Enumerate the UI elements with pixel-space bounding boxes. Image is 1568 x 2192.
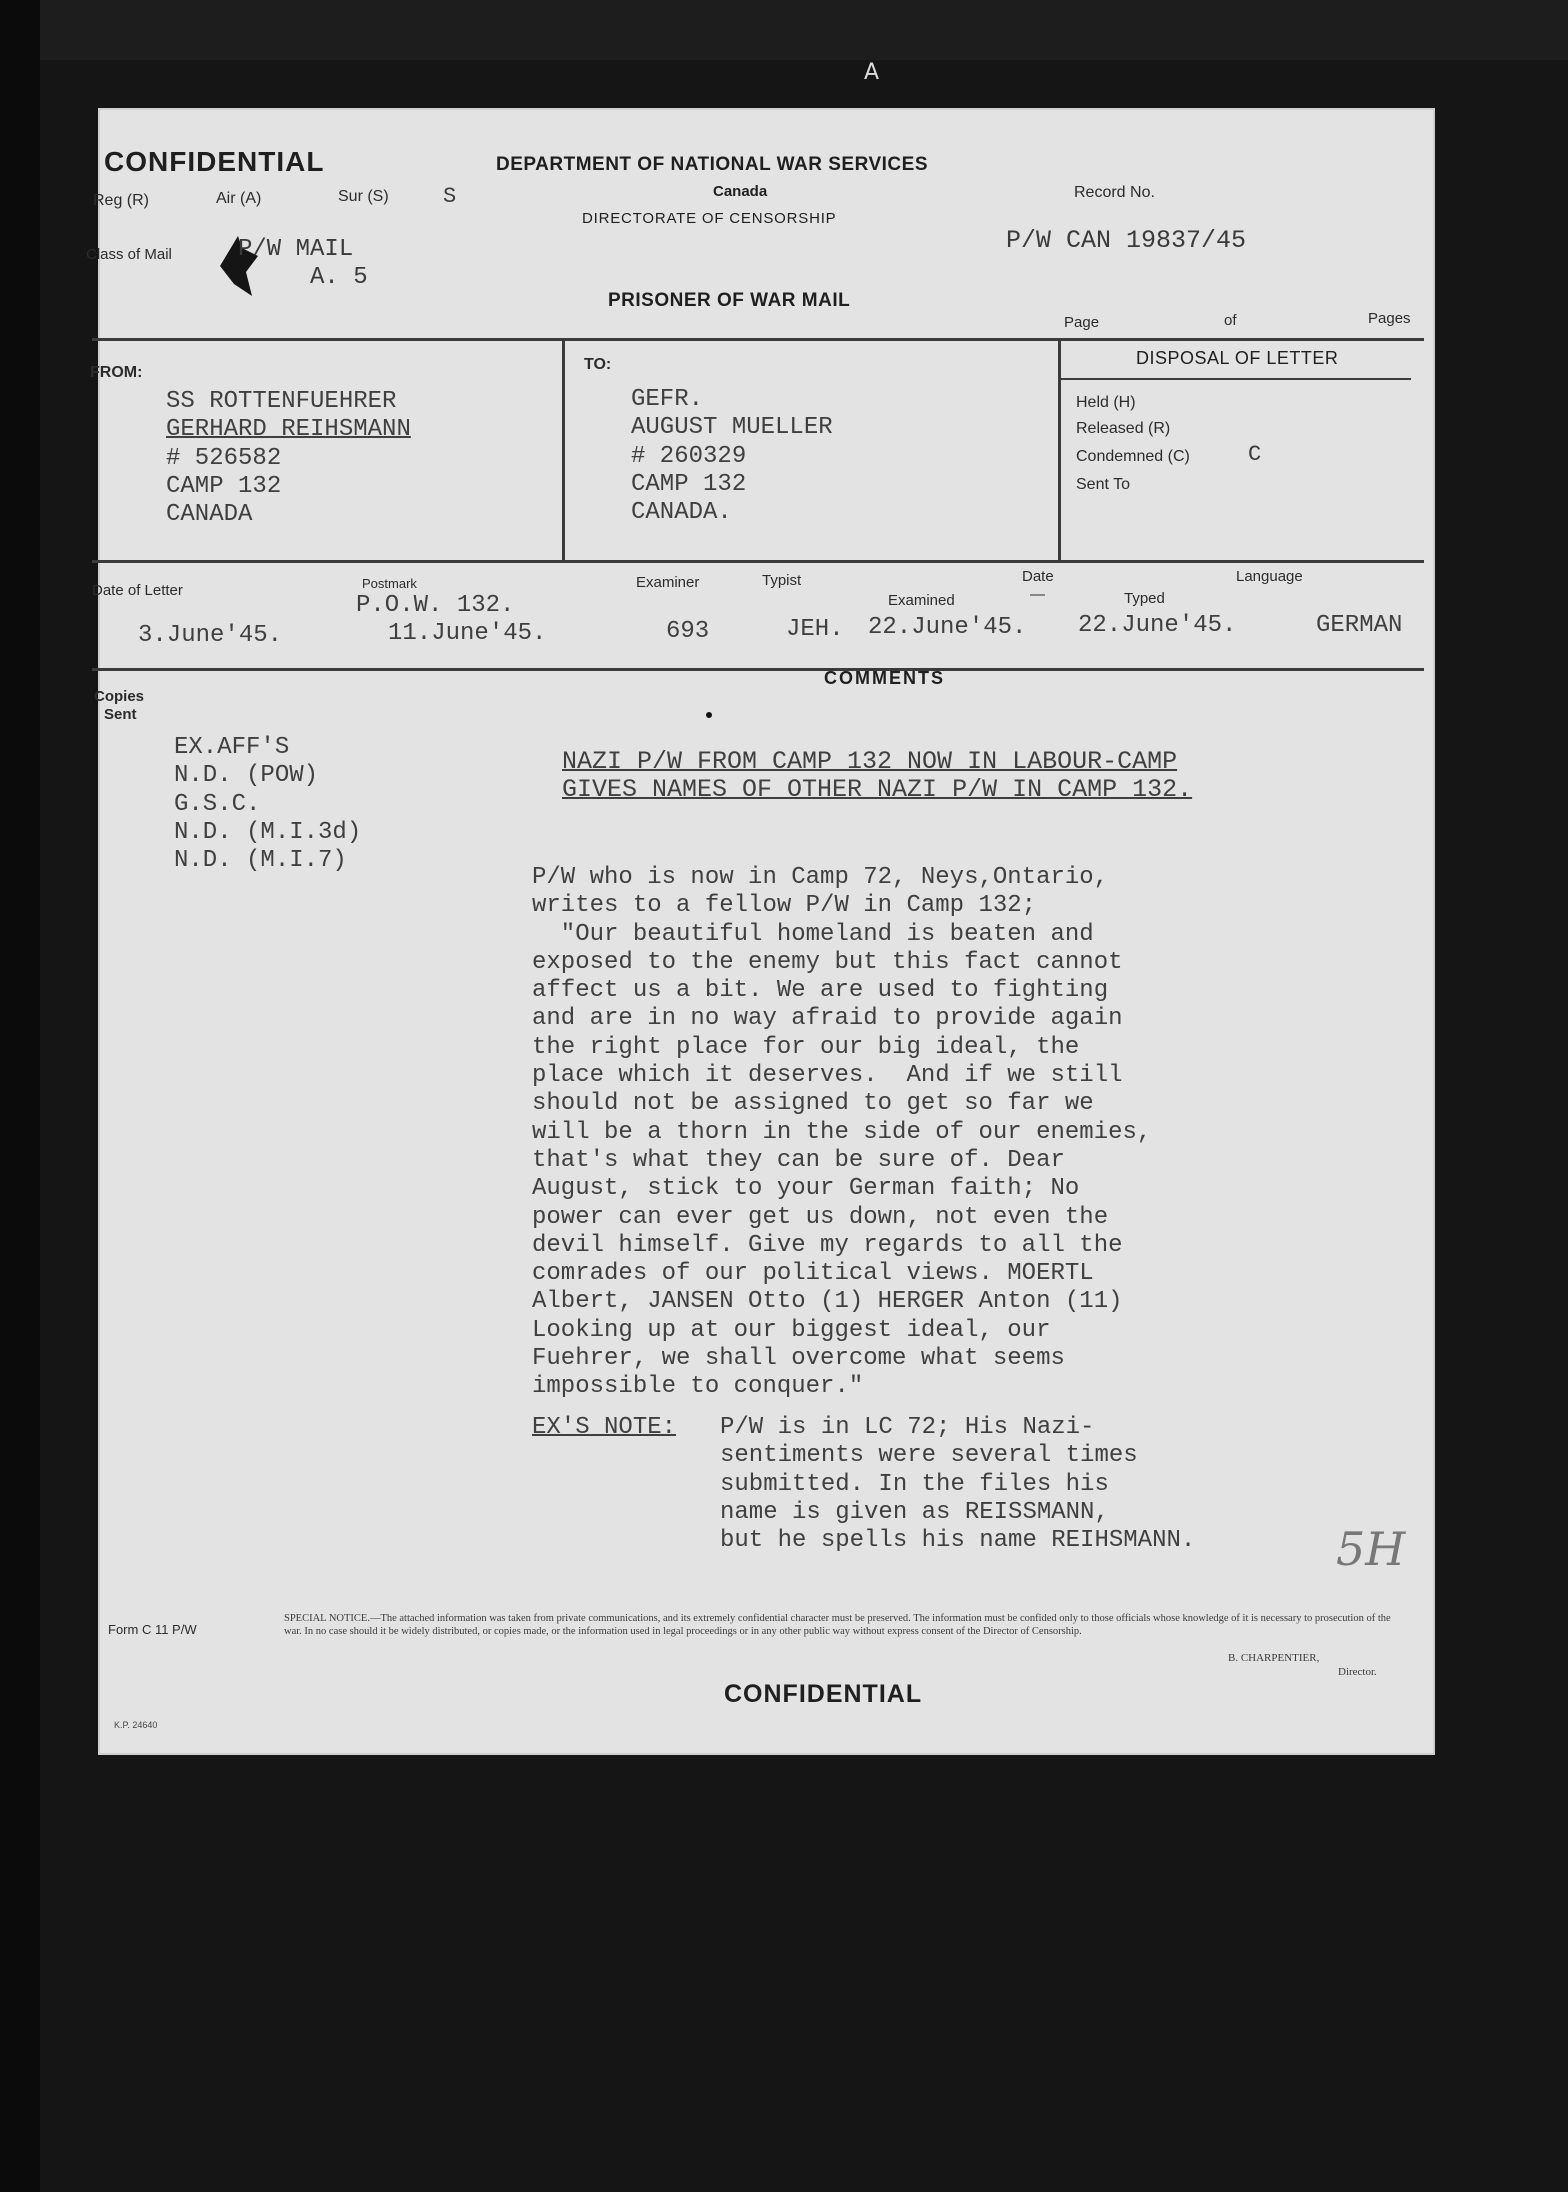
country-label: Canada xyxy=(713,183,768,200)
body-line: devil himself. Give my regards to all the xyxy=(532,1231,1123,1259)
rule-address-bottom xyxy=(92,560,1424,563)
class-of-mail-line1: P/W MAIL xyxy=(238,236,354,263)
comments-headline-line1: NAZI P/W FROM CAMP 132 NOW IN LABOUR-CAMP xyxy=(562,747,1178,776)
of-label: of xyxy=(1224,312,1237,329)
to-label: TO: xyxy=(584,356,612,373)
sent-to-label: Sent To xyxy=(1076,476,1130,493)
date-of-letter-value: 3.June'45. xyxy=(138,622,283,649)
record-no-value: P/W CAN 19837/45 xyxy=(1006,226,1247,255)
copy-item: G.S.C. xyxy=(174,790,261,818)
comments-headline-line2: GIVES NAMES OF OTHER NAZI P/W IN CAMP 132. xyxy=(562,775,1193,804)
copy-item: N.D. (M.I.3d) xyxy=(174,818,362,846)
from-line: CAMP 132 xyxy=(166,472,282,500)
postmark-label: Postmark xyxy=(362,576,417,591)
from-line: # 526582 xyxy=(166,444,282,472)
note-line: submitted. In the files his xyxy=(720,1470,1109,1498)
sent-label: Sent xyxy=(104,706,137,723)
copy-item: EX.AFF'S xyxy=(174,734,290,761)
to-line: AUGUST MUELLER xyxy=(631,414,833,442)
condemned-label: Condemned (C) xyxy=(1076,448,1190,465)
special-notice: SPECIAL NOTICE.—The attached information was taken from private communications, and its extremely confidential character must be preserved. The information must be confided only to those officials whose knowledge of it is necessary to prosecution of the war. In no case should it be widely distributed, or copies made, or the information used in legal proceedings or in any other public way without express consent of the Director of Censorship. xyxy=(284,1613,1391,1637)
from-address xyxy=(166,388,411,529)
confidential-top: CONFIDENTIAL xyxy=(104,146,325,177)
note-line: but he spells his name REIHSMANN. xyxy=(720,1527,1196,1555)
body-line: P/W who is now in Camp 72, Neys,Ontario, xyxy=(532,864,1109,891)
pages-label: Pages xyxy=(1368,310,1411,327)
comments-title: COMMENTS xyxy=(824,668,945,688)
body-line: Looking up at our biggest ideal, our xyxy=(532,1316,1051,1344)
body-line: that's what they can be sure of. Dear xyxy=(532,1146,1065,1174)
film-frame-top xyxy=(0,0,1568,60)
class-of-mail-label: Class of Mail xyxy=(86,246,172,263)
rule-to-disposal xyxy=(1058,340,1061,562)
copy-item: N.D. (M.I.7) xyxy=(174,847,347,875)
air-label: Air (A) xyxy=(216,190,262,207)
rule-disposal-title xyxy=(1060,378,1411,380)
to-line: CAMP 132 xyxy=(631,470,747,498)
ink-dot xyxy=(706,712,712,718)
examiner-note-label: EX'S NOTE: xyxy=(532,1414,677,1441)
page-mark: A xyxy=(864,60,880,85)
held-label: Held (H) xyxy=(1076,394,1136,411)
postmark-line2: 11.June'45. xyxy=(388,620,547,647)
copies-label: Copies xyxy=(94,688,145,705)
film-frame-left xyxy=(0,0,40,2192)
typed-label: Typed xyxy=(1124,590,1165,607)
condemned-mark: C xyxy=(1248,442,1262,467)
postmark-line1: P.O.W. 132. xyxy=(356,592,515,619)
to-address xyxy=(631,386,833,527)
examiner-label: Examiner xyxy=(636,574,700,591)
body-line: place which it deserves. And if we still xyxy=(532,1062,1123,1090)
signatory-title: Director. xyxy=(1338,1666,1377,1678)
typist-label: Typist xyxy=(762,572,802,589)
from-line: GERHARD REIHSMANN xyxy=(166,416,411,444)
language-label: Language xyxy=(1236,568,1303,585)
body-line: Fuehrer, we shall overcome what seems xyxy=(532,1345,1065,1373)
typist-value: JEH. xyxy=(786,616,844,643)
reg-label: Reg (R) xyxy=(93,192,150,209)
examined-label: Examined xyxy=(888,592,955,609)
rule-dates-bottom xyxy=(92,668,1424,671)
body-line: impossible to conquer." xyxy=(532,1373,864,1401)
disposal-title: DISPOSAL OF LETTER xyxy=(1136,348,1339,368)
print-code: K.P. 24640 xyxy=(114,1720,158,1730)
body-line: will be a thorn in the side of our enemies, xyxy=(532,1118,1152,1146)
from-line: CANADA xyxy=(166,501,253,529)
to-line: CANADA. xyxy=(631,499,732,527)
body-line: Albert, JANSEN Otto (1) HERGER Anton (11) xyxy=(532,1288,1123,1316)
note-line: name is given as REISSMANN, xyxy=(720,1498,1109,1526)
from-line: SS ROTTENFUEHRER xyxy=(166,388,397,415)
comments-body xyxy=(532,864,1151,1402)
handwritten-margin-mark: 5H xyxy=(1336,1522,1406,1576)
body-line: writes to a fellow P/W in Camp 132; xyxy=(532,892,1037,920)
sur-label: Sur (S) xyxy=(338,188,389,205)
to-line: # 260329 xyxy=(631,442,747,470)
form-title: PRISONER OF WAR MAIL xyxy=(608,290,851,311)
body-line: should not be assigned to get so far we xyxy=(532,1090,1094,1118)
copies-list xyxy=(174,734,361,875)
examiner-note xyxy=(720,1414,1195,1555)
typed-value: 22.June'45. xyxy=(1078,612,1237,639)
rule-address-top xyxy=(92,338,1424,341)
page-label: Page xyxy=(1064,314,1100,331)
sur-mark: S xyxy=(443,184,457,209)
record-no-label: Record No. xyxy=(1074,184,1155,201)
rule-from-to xyxy=(562,340,565,562)
body-line: the right place for our big ideal, the xyxy=(532,1033,1080,1061)
from-label: FROM: xyxy=(90,364,143,381)
copy-item: N.D. (POW) xyxy=(174,762,319,790)
signatory-name: B. CHARPENTIER, xyxy=(1228,1652,1320,1664)
body-line: comrades of our political views. MOERTL xyxy=(532,1260,1094,1288)
released-label: Released (R) xyxy=(1076,420,1171,437)
to-line: GEFR. xyxy=(631,386,704,413)
body-line: August, stick to your German faith; No xyxy=(532,1175,1080,1203)
department-title: DEPARTMENT OF NATIONAL WAR SERVICES xyxy=(496,154,929,175)
note-line: P/W is in LC 72; His Nazi- xyxy=(720,1414,1095,1441)
examiner-value: 693 xyxy=(666,618,710,645)
class-of-mail-line2: A. 5 xyxy=(310,264,368,291)
date-of-letter-label: Date of Letter xyxy=(92,582,183,599)
body-line: "Our beautiful homeland is beaten and xyxy=(532,920,1094,948)
body-line: affect us a bit. We are used to fighting xyxy=(532,977,1109,1005)
censorship-form xyxy=(86,108,1435,1755)
confidential-bottom: CONFIDENTIAL xyxy=(724,1680,923,1708)
body-line: and are in no way afraid to provide again xyxy=(532,1005,1123,1033)
date-dash: — xyxy=(1030,586,1045,603)
body-line: exposed to the enemy but this fact cannot xyxy=(532,948,1123,976)
body-line: power can ever get us down, not even the xyxy=(532,1203,1109,1231)
language-value: GERMAN xyxy=(1316,612,1403,639)
directorate-title: DIRECTORATE OF CENSORSHIP xyxy=(582,210,837,227)
date-label: Date xyxy=(1022,568,1054,585)
examined-value: 22.June'45. xyxy=(868,614,1027,641)
note-line: sentiments were several times xyxy=(720,1442,1138,1470)
form-number: Form C 11 P/W xyxy=(108,1622,197,1637)
